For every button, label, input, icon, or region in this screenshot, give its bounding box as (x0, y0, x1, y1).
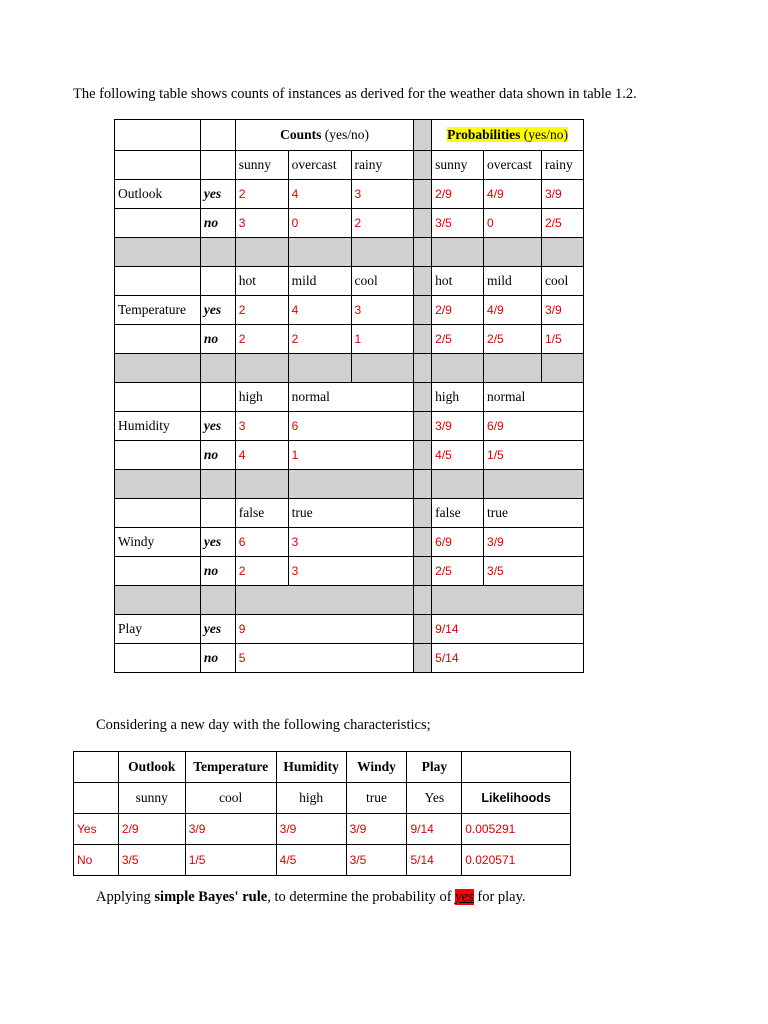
play-yes-row: Play yes 9 9/14 (115, 615, 584, 644)
separator-row (115, 470, 584, 499)
temperature-yes-row: Temperature yes 2 4 3 2/9 4/9 3/9 (115, 296, 584, 325)
separator-row (115, 238, 584, 267)
temperature-no-row: no 2 2 1 2/5 2/5 1/5 (115, 325, 584, 354)
play-label: Play (115, 615, 201, 644)
outlook-label: Outlook (115, 180, 201, 209)
attribute-header-row: Outlook Temperature Humidity Windy Play (74, 752, 571, 783)
humidity-yes-row: Humidity yes 3 6 3/9 6/9 (115, 412, 584, 441)
outlook-no-row: no 3 0 2 3/5 0 2/5 (115, 209, 584, 238)
considering-text: Considering a new day with the following characteristics; (96, 717, 431, 733)
likelihoods-header: Likelihoods (462, 783, 571, 814)
intro-text: The following table shows counts of instances as derived for the weather data shown in table 1.2. (73, 86, 637, 102)
no-likelihood-row: No 3/5 1/5 4/5 3/5 5/14 0.020571 (74, 845, 571, 876)
applying-text: Applying simple Bayes' rule, to determine the probability of yes for play. (96, 889, 526, 905)
attribute-values-row: sunny cool high true Yes Likelihoods (74, 783, 571, 814)
humidity-values-row: high normal high normal (115, 383, 584, 412)
counts-probabilities-table (114, 119, 584, 673)
outlook-yes-row: Outlook yes 2 4 3 2/9 4/9 3/9 (115, 180, 584, 209)
temperature-values-row: hot mild cool hot mild cool (115, 267, 584, 296)
new-day-likelihood-table (73, 751, 571, 876)
yes-likelihood-row: Yes 2/9 3/9 3/9 3/9 9/14 0.005291 (74, 814, 571, 845)
temperature-label: Temperature (115, 296, 201, 325)
separator-row (115, 354, 584, 383)
humidity-no-row: no 4 1 4/5 1/5 (115, 441, 584, 470)
outlook-values-row: sunny overcast rainy sunny overcast rainy (115, 151, 584, 180)
counts-header: Counts (yes/no) (235, 120, 413, 151)
play-no-row: no 5 5/14 (115, 644, 584, 673)
separator-row (115, 586, 584, 615)
windy-label: Windy (115, 528, 201, 557)
windy-values-row: false true false true (115, 499, 584, 528)
humidity-label: Humidity (115, 412, 201, 441)
yes-highlight: yes (455, 889, 474, 905)
probabilities-header: Probabilities (yes/no) (432, 120, 584, 151)
windy-yes-row: Windy yes 6 3 6/9 3/9 (115, 528, 584, 557)
windy-no-row: no 2 3 2/5 3/5 (115, 557, 584, 586)
